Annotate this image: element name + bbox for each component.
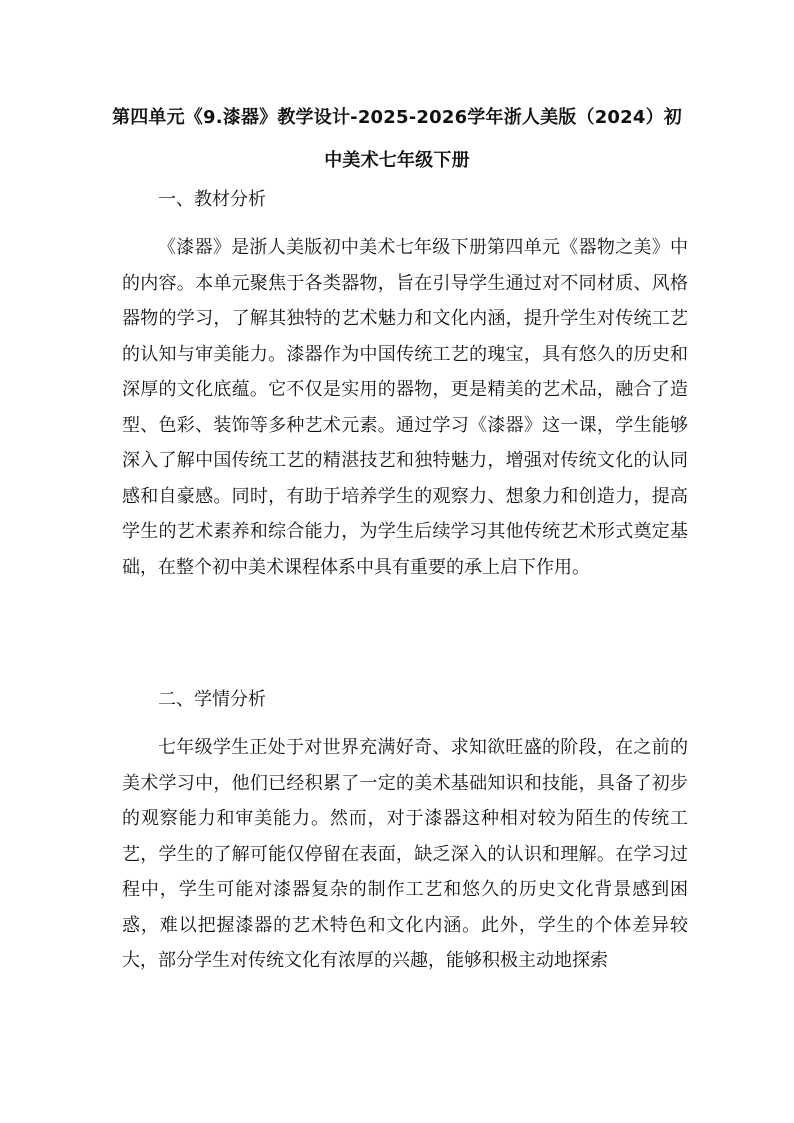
title-line-2: 中美术七年级下册: [324, 150, 470, 171]
section-paragraph-textbook-analysis: 《漆器》是浙人美版初中美术七年级下册第四单元《器物之美》中的内容。本单元聚焦于各类器物，旨在引导学生通过对不同材质、风格器物的学习，了解其独特的艺术魅力和文化内涵，提升学生对传统工艺的认知与审美能力。漆器作为中国传统工艺的瑰宝，具有悠久的历史和深厚的文化底蕴。它不仅是实用的器物，更是精美的艺术品，融合了造型、色彩、装饰等多种艺术元素。通过学习《漆器》这一课，学生能够深入了解中国传统工艺的精湛技艺和独特魅力，增强对传统文化的认同感和自豪感。同时，有助于培养学生的观察力、想象力和创造力，提高学生的艺术素养和综合能力，为学生后续学习其他传统艺术形式奠定基础，在整个初中美术课程体系中具有重要的承上启下作用。: [122, 237, 688, 578]
section-paragraph-student-analysis: 七年级学生正处于对世界充满好奇、求知欲旺盛的阶段，在之前的美术学习中，他们已经积累了一定的美术基础知识和技能，具备了初步的观察能力和审美能力。然而，对于漆器这种相对较为陌生的传统工艺，学生的了解可能仅停留在表面，缺乏深入的认识和理解。在学习过程中，学生可能对漆器复杂的制作工艺和悠久的历史文化背景感到困惑，难以把握漆器的艺术特色和文化内涵。此外，学生的个体差异较大，部分学生对传统文化有浓厚的兴趣，能够积极主动地探索: [122, 737, 688, 971]
section-heading-student-analysis: 二、学情分析: [158, 689, 266, 710]
section-heading-textbook-analysis: 一、教材分析: [158, 189, 266, 210]
title-line-1: 第四单元《9.漆器》教学设计-2025-2026学年浙人美版（2024）初: [112, 107, 682, 128]
document-title: [108, 96, 686, 182]
